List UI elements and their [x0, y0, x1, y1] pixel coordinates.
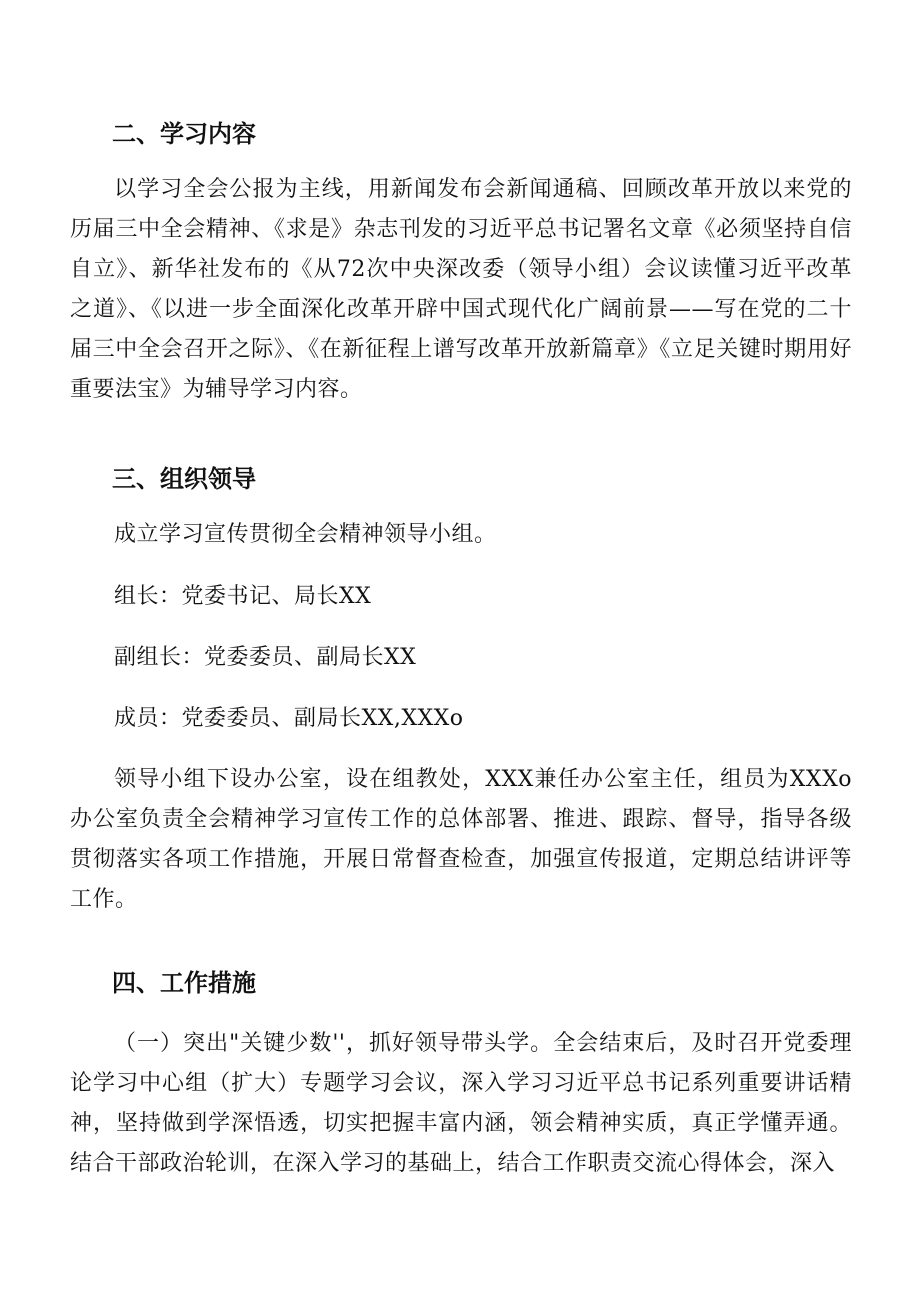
office-paragraph: 领导小组下设办公室，设在组教处，XXX兼任办公室主任，组员为XXXo办公室负责全会精神学习宣传工作的总体部署、推进、跟踪、督导，指导各级贯彻落实各项工作措施，开展日常督查检查，加强宣传报道，定期总结讲评等工作。 — [70, 767, 852, 912]
section-heading-measures: 四、工作措施 — [112, 969, 256, 997]
study-content-paragraph: 以学习全会公报为主线，用新闻发布会新闻通稿、回顾改革开放以来党的历届三中全会精神、《求是》杂志刊发的习近平总书记署名文章《必须坚持自信自立》、新华社发布的《从72次中央深改委（领导小组）会议读懂习近平改革之道》、《以进一步全面深化改革开辟中国式现代化广阔前景——写在党的二十届三中全会召开之际》、《在新征程上谱写改革开放新篇章》《立足关键时期用好重要法宝》为辅导学习内容。 — [70, 177, 852, 402]
group-leader-line: 组长：党委书记、局长XX — [114, 584, 372, 609]
members-line: 成员：党委委员、副局长XX,XXXo — [114, 706, 464, 731]
org-intro-line: 成立学习宣传贯彻全会精神领导小组。 — [114, 522, 497, 547]
section-heading-study: 二、学习内容 — [112, 120, 256, 148]
section-heading-organization: 三、组织领导 — [112, 465, 256, 493]
measure-item-1-paragraph: （一）突出"关键少数''，抓好领导带头学。全会结束后，及时召开党委理论学习中心组（扩大）专题学习会议，深入学习习近平总书记系列重要讲话精神，坚持做到学深悟透，切实把握丰富内涵，领会精神实质，真正学懂弄通。结合干部政治轮训，在深入学习的基础上，结合工作职责交流心得体会，深入 — [70, 1031, 852, 1176]
deputy-leader-line: 副组长：党委委员、副局长XX — [114, 645, 417, 670]
